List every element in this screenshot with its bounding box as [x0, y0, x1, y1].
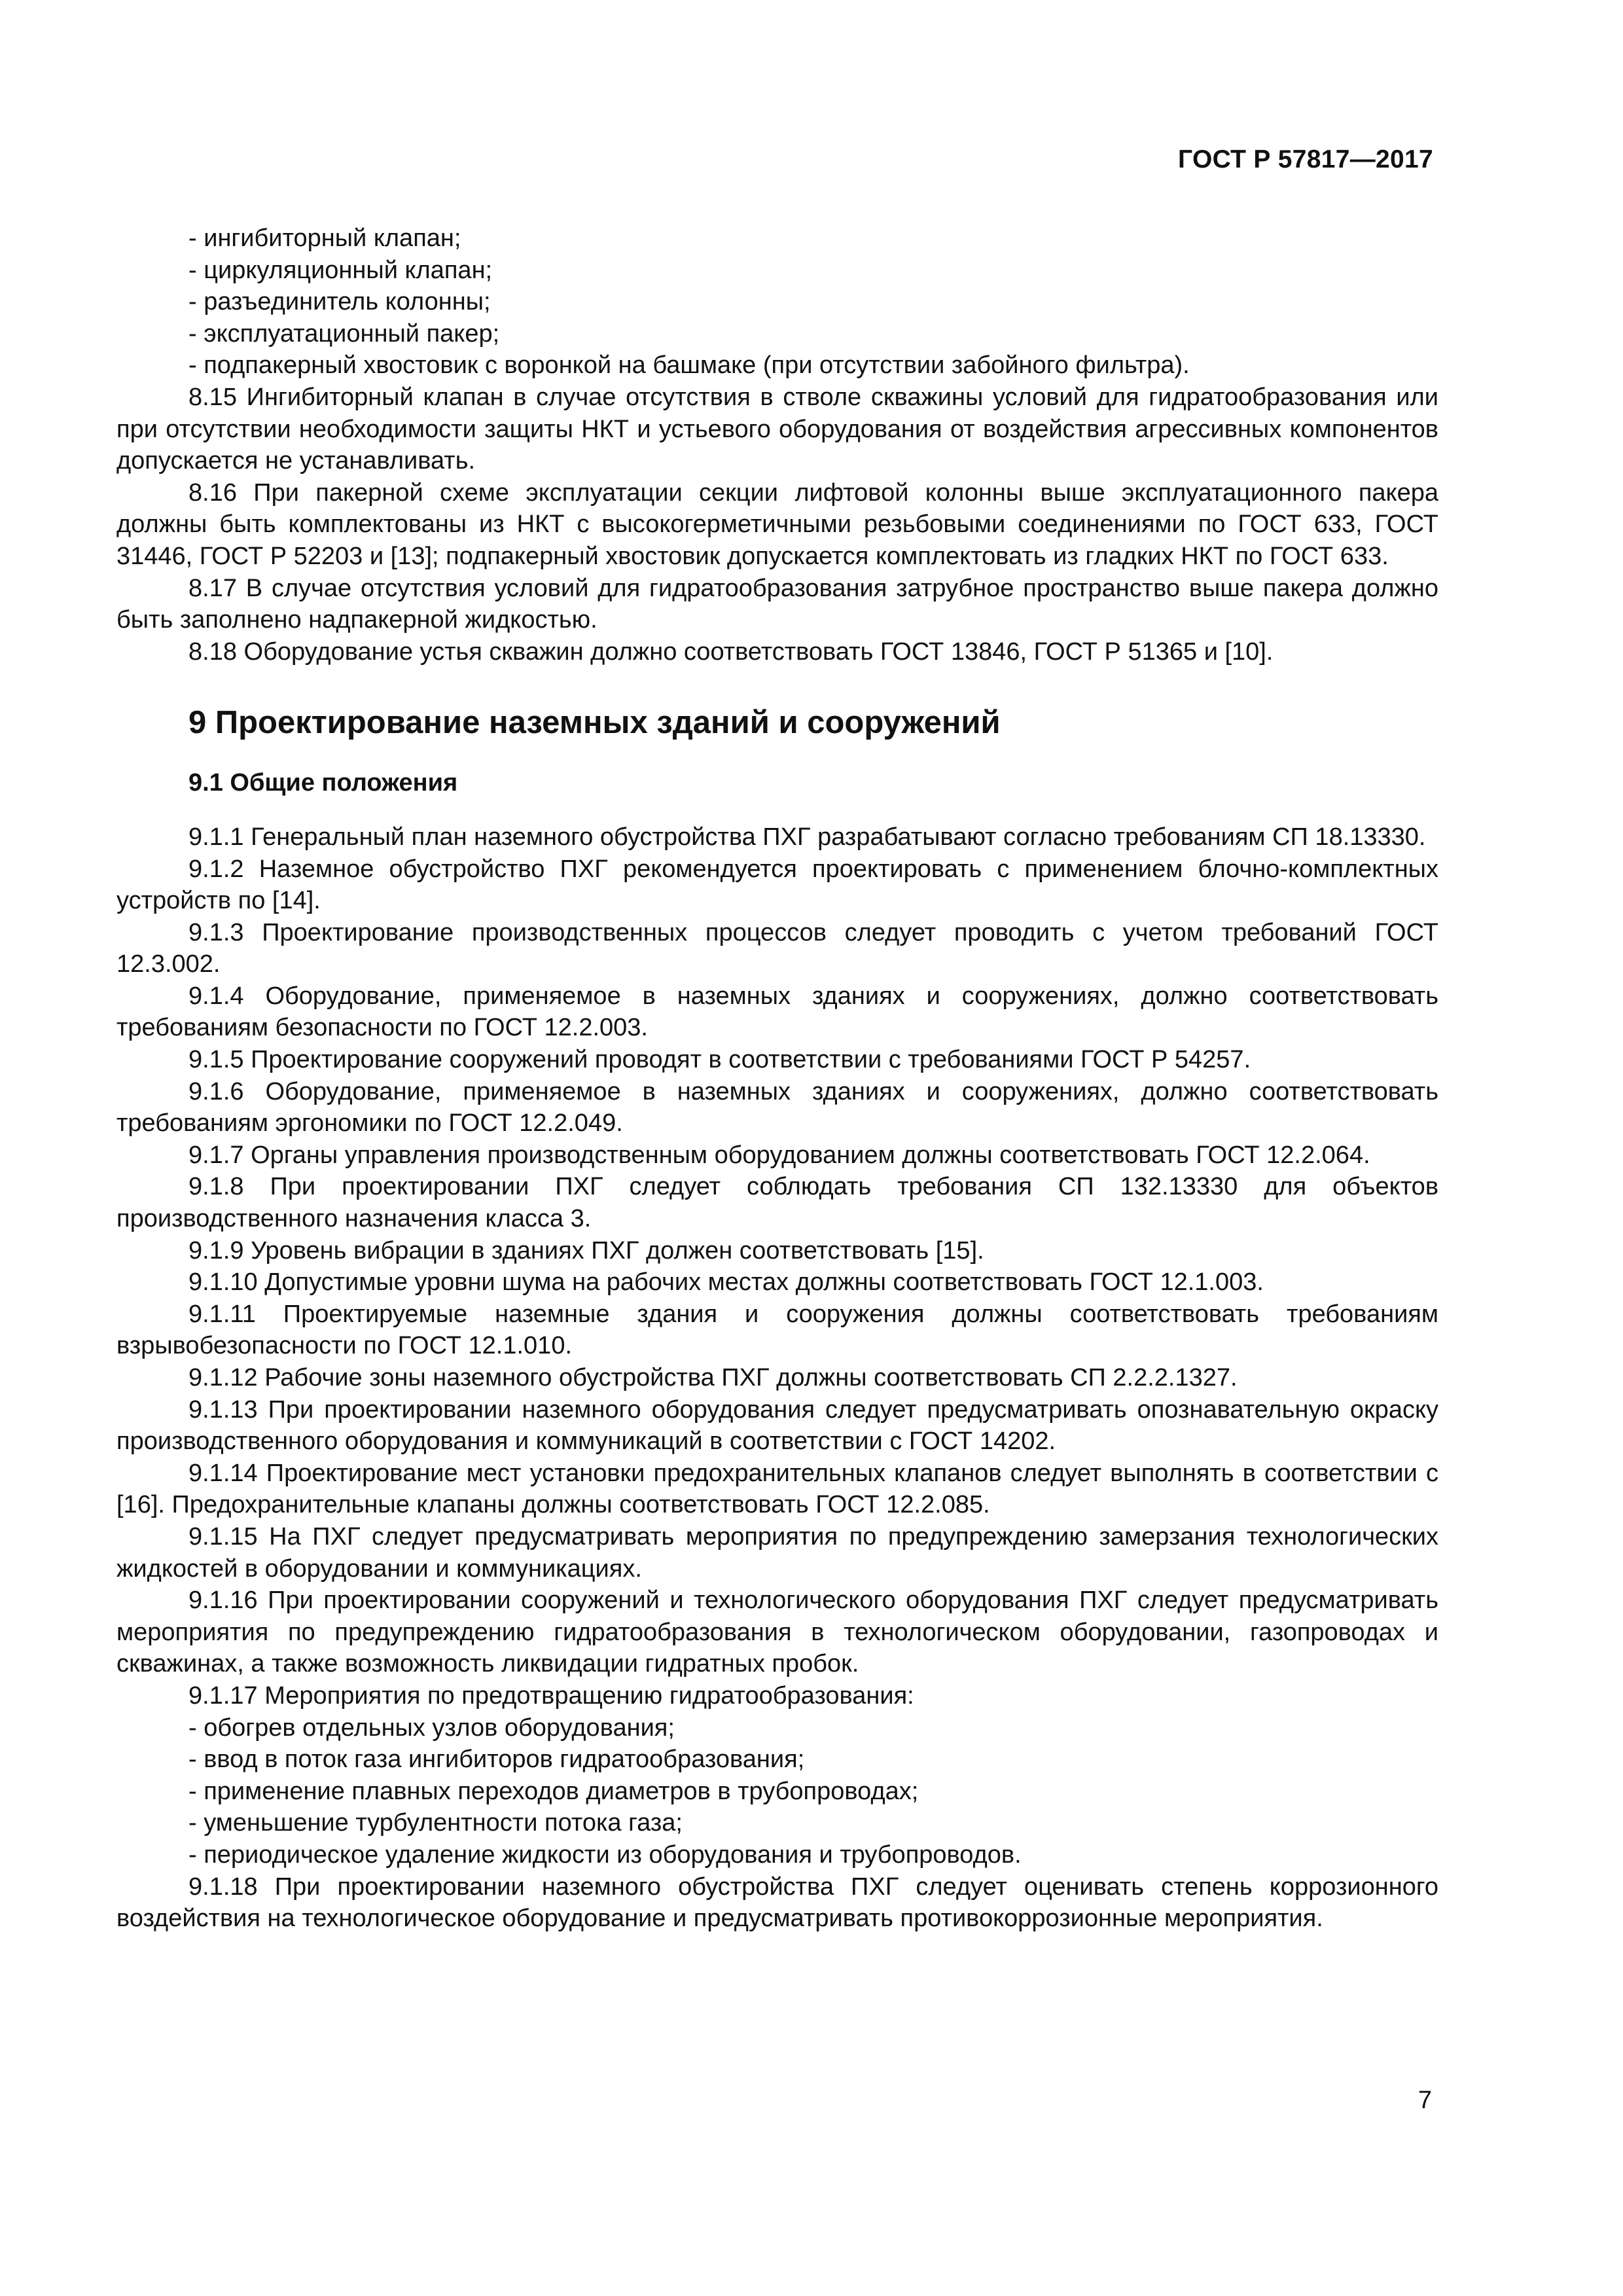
subsection-heading: 9.1 Общие положения — [188, 769, 458, 797]
document-body — [116, 223, 1438, 1935]
list-item: - разъединитель колонны; — [188, 288, 491, 316]
list-item: - циркуляционный клапан; — [188, 256, 493, 284]
paragraph-9-1-6: 9.1.6 Оборудование, применяемое в наземных зданиях и сооружениях, должно соответствовать требованиям эргономики по ГОСТ 12.2.049. — [116, 1077, 1438, 1138]
paragraph-9-1-8: 9.1.8 При проектировании ПХГ следует соблюдать требования СП 132.13330 для объектов производственного назначения класса 3. — [116, 1173, 1438, 1233]
paragraph-9-1-5: 9.1.5 Проектирование сооружений проводят в соответствии с требованиями ГОСТ Р 54257. — [188, 1046, 1251, 1074]
page-number: 7 — [1418, 2087, 1432, 2114]
paragraph-9-1-2: 9.1.2 Наземное обустройство ПХГ рекомендуется проектировать с применением блочно-комплектных устройств по [14]. — [116, 855, 1438, 915]
list-item: - уменьшение турбулентности потока газа; — [188, 1809, 683, 1837]
paragraph-9-1-17: 9.1.17 Мероприятия по предотвращению гидратообразования: — [188, 1681, 914, 1710]
paragraph-9-1-7: 9.1.7 Органы управления производственным оборудованием должны соответствовать ГОСТ 12.2.064. — [188, 1141, 1370, 1169]
list-item: - подпакерный хвостовик с воронкой на башмаке (при отсутствии забойного фильтра). — [188, 351, 1190, 380]
section-heading: 9 Проектирование наземных зданий и сооружений — [188, 705, 1001, 741]
paragraph-8-17: 8.17 В случае отсутствия условий для гидратообразования затрубное пространство выше пакера должно быть заполнено надпакерной жидкостью. — [116, 574, 1438, 634]
list-item: - ингибиторный клапан; — [188, 224, 461, 252]
list-item: - обогрев отдельных узлов оборудования; — [188, 1713, 675, 1742]
list-item: - применение плавных переходов диаметров в трубопроводах; — [188, 1777, 919, 1805]
list-item: - эксплуатационный пакер; — [188, 319, 500, 348]
bullet-list-top — [116, 223, 1438, 382]
paragraph-9-1-10: 9.1.10 Допустимые уровни шума на рабочих местах должны соответствовать ГОСТ 12.1.003. — [188, 1268, 1264, 1297]
paragraph-9-1-13: 9.1.13 При проектировании наземного оборудования следует предусматривать опознавательную окраску производственного оборудования и коммуникаций в соответствии с ГОСТ 14202. — [116, 1395, 1438, 1456]
paragraph-9-1-14: 9.1.14 Проектирование мест установки предохранительных клапанов следует выполнять в соответствии с [16]. Предохранительные клапаны должны соответствовать ГОСТ 12.2.085. — [116, 1459, 1438, 1519]
bullet-list-bottom — [116, 1712, 1438, 1871]
paragraph-9-1-11: 9.1.11 Проектируемые наземные здания и сооружения должны соответствовать требованиям взрывобезопасности по ГОСТ 12.1.010. — [116, 1300, 1438, 1360]
document-header: ГОСТ Р 57817—2017 — [1178, 145, 1433, 173]
paragraph-9-1-15: 9.1.15 На ПХГ следует предусматривать мероприятия по предупреждению замерзания технологических жидкостей в оборудовании и коммуникациях. — [116, 1522, 1438, 1583]
paragraph-8-15: 8.15 Ингибиторный клапан в случае отсутствия в стволе скважины условий для гидратообразования или при отсутствии необходимости защиты НКТ и устьевого оборудования от воздействия агрессивных компонентов допускается не устанавливать. — [116, 383, 1438, 475]
paragraph-9-1-1: 9.1.1 Генеральный план наземного обустройства ПХГ разрабатывают согласно требованиям СП 18.13330. — [188, 823, 1426, 851]
paragraph-8-18: 8.18 Оборудование устья скважин должно соответствовать ГОСТ 13846, ГОСТ Р 51365 и [10]. — [188, 637, 1274, 666]
paragraph-8-16: 8.16 При пакерной схеме эксплуатации секции лифтовой колонны выше эксплуатационного пакера должны быть комплектованы из НКТ с высокогерметичными резьбовыми соединениями по ГОСТ 633, ГОСТ 31446, ГОСТ Р 52203 и [13]; подпакерный хвостовик допускается комплектовать из гладких НКТ по ГОСТ 633. — [116, 478, 1438, 570]
paragraph-9-1-9: 9.1.9 Уровень вибрации в зданиях ПХГ должен соответствовать [15]. — [188, 1236, 984, 1265]
paragraph-9-1-12: 9.1.12 Рабочие зоны наземного обустройства ПХГ должны соответствовать СП 2.2.2.1327. — [188, 1364, 1238, 1391]
list-item: - ввод в поток газа ингибиторов гидратообразования; — [188, 1746, 805, 1774]
paragraph-9-1-18: 9.1.18 При проектировании наземного обустройства ПХГ следует оценивать степень коррозионного воздействия на технологическое оборудование и предусматривать противокоррозионные мероприятия. — [116, 1873, 1438, 1933]
paragraph-9-1-4: 9.1.4 Оборудование, применяемое в наземных зданиях и сооружениях, должно соответствовать требованиям безопасности по ГОСТ 12.2.003. — [116, 982, 1438, 1042]
paragraph-9-1-16: 9.1.16 При проектировании сооружений и технологического оборудования ПХГ следует предусматривать мероприятия по предупреждению гидратообразования в технологическом оборудовании, газопроводах и скважинах, а также возможность ликвидации гидратных пробок. — [116, 1587, 1438, 1678]
list-item: - периодическое удаление жидкости из оборудования и трубопроводов. — [188, 1840, 1022, 1869]
paragraph-9-1-3: 9.1.3 Проектирование производственных процессов следует проводить с учетом требований ГОСТ 12.3.002. — [116, 918, 1438, 978]
